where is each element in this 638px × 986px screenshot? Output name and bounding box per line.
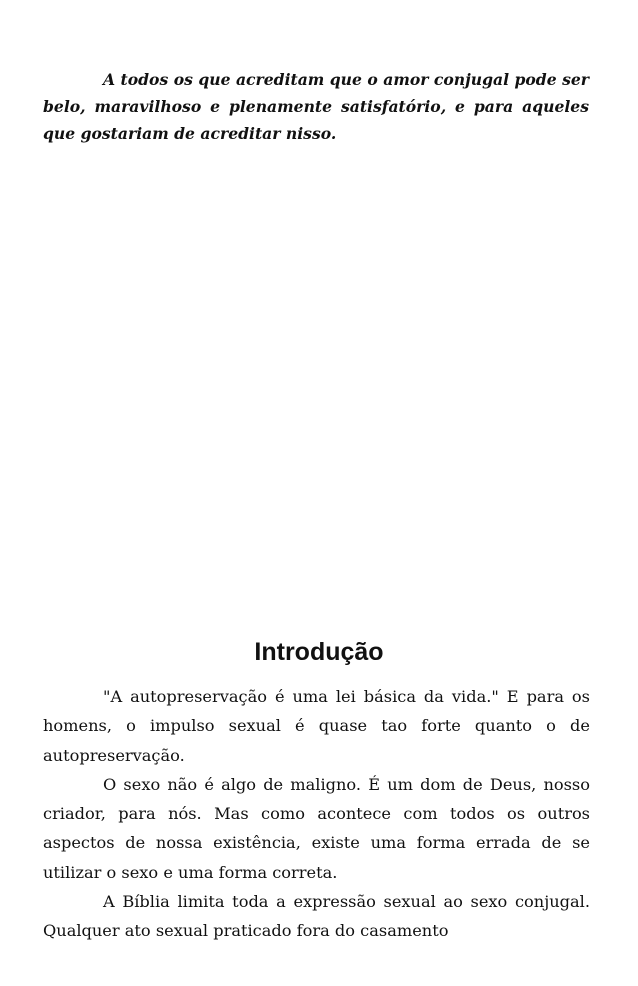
introduction-heading: Introdução — [254, 638, 384, 666]
paragraph-2: O sexo não é algo de maligno. É um dom de Deus, nosso criador, para nós. Mas como acontece com todos os outros aspectos de nossa existência, existe uma forma errada de se utilizar o sexo e uma forma correta. — [43, 774, 590, 882]
paragraph-1: "A autopreservação é uma lei básica da vida." E para os homens, o impulso sexual é quase tao forte quanto o de autopreservação. — [43, 687, 590, 765]
introduction-body — [43, 682, 590, 946]
dedication-text: A todos os que acreditam que o amor conjugal pode ser belo, maravilhoso e plenamente satisfatório, e para aqueles que gostariam de acreditar nisso. — [43, 70, 589, 143]
paragraph-3: A Bíblia limita toda a expressão sexual ao sexo conjugal. Qualquer ato sexual praticado fora do casamento — [43, 892, 590, 941]
